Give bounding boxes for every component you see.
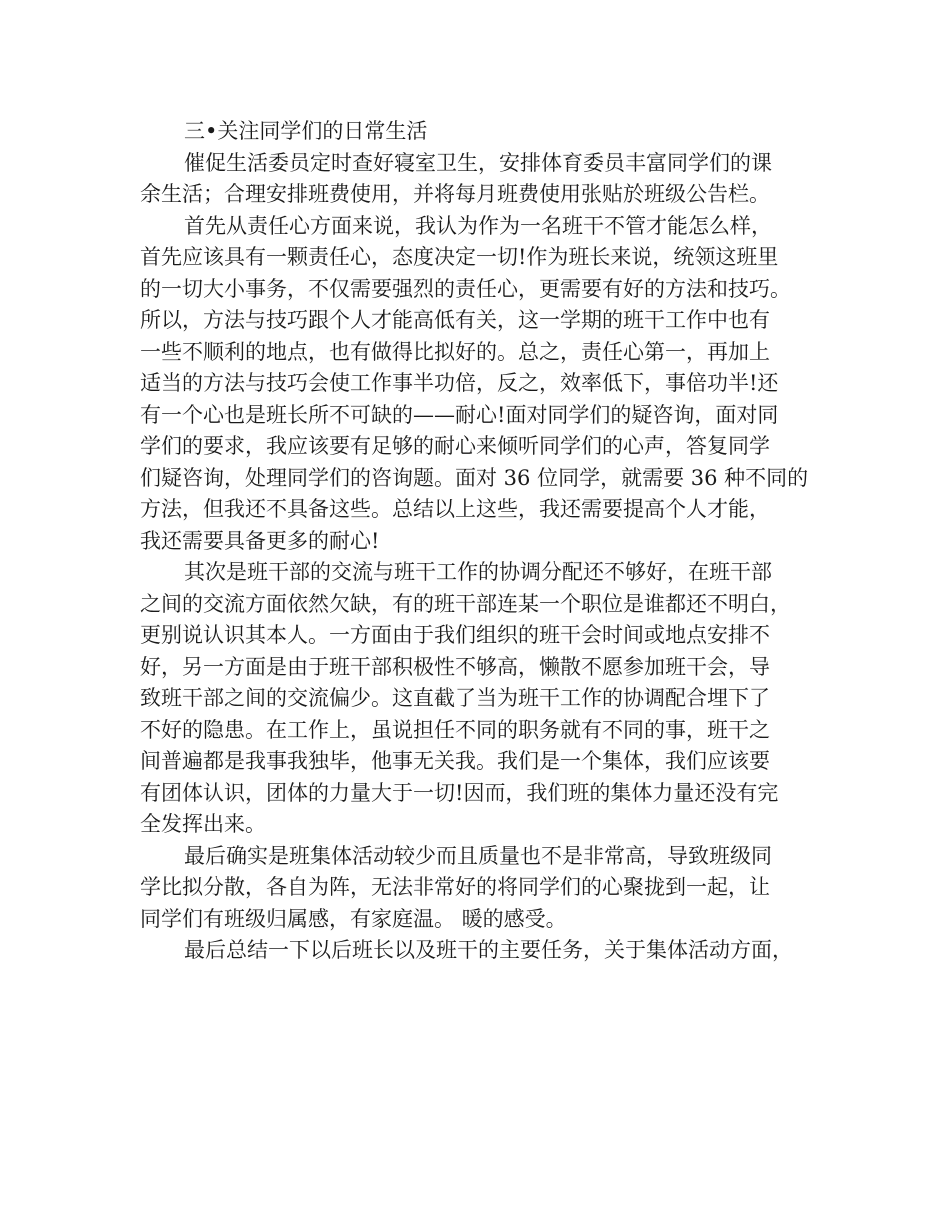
text-line: 致班干部之间的交流偏少。这直截了当为班干工作的协调配合埋下了 [140,686,770,710]
text-line: 不好的隐患。在工作上，虽说担任不同的职务就有不同的事，班干之 [140,717,770,742]
text-line: 所以，方法与技巧跟个人才能高低有关，这一学期的班干工作中也有 [140,308,770,332]
text-line: 适当的方法与技巧会使工作事半功倍，反之，效率低下，事倍功半!还 [140,371,779,395]
text-line: 有团体认识，团体的力量大于一切!因而，我们班的集体力量还没有完 [140,780,779,805]
text-line: 三•关注同学们的日常生活 [184,119,428,143]
text-line: 好，另一方面是由于班干部积极性不够高，懒散不愿参加班干会，导 [140,654,770,679]
text-line: 首先应该具有一颗责任心，态度决定一切!作为班长来说，统领这班里 [140,245,779,269]
text-line: 一些不顺利的地点，也有做得比拟好的。总之，责任心第一，再加上 [140,339,770,364]
text-line: 学们的要求，我应该要有足够的耐心来倾听同学们的心声，答复同学 [140,434,770,458]
text-line: 首先从责任心方面来说，我认为作为一名班干不管才能怎么样， [184,213,772,238]
text-line: 有一个心也是班长所不可缺的——耐心!面对同学们的疑咨询，面对同 [140,402,779,427]
text-line: 余生活；合理安排班费使用，并将每月班费使用张贴於班级公告栏。 [140,182,770,206]
text-line: 其次是班干部的交流与班干工作的协调分配还不够好，在班干部 [184,560,772,584]
text-line: 方法，但我还不具备这些。总结以上这些，我还需要提高个人才能， [140,497,770,521]
text-line: 催促生活委员定时查好寝室卫生，安排体育委员丰富同学们的课 [184,150,772,175]
text-line: 间普遍都是我事我独毕，他事无关我。我们是一个集体，我们应该要 [140,749,770,773]
text-line: 最后确实是班集体活动较少而且质量也不是非常高，导致班级同 [184,843,772,868]
text-line: 我还需要具备更多的耐心! [140,528,380,553]
text-line: 最后总结一下以后班长以及班干的主要任务，关于集体活动方面， [184,938,793,962]
text-line: 同学们有班级归属感，有家庭温。 暖的感受。 [140,906,567,931]
text-line: 们疑咨询，处理同学们的咨询题。面对 36 位同学，就需要 36 种不同的 [140,465,809,490]
text-line: 的一切大小事务，不仅需要强烈的责任心，更需要有好的方法和技巧。 [140,276,791,301]
text-line: 学比拟分散，各自为阵，无法非常好的将同学们的心聚拢到一起，让 [140,875,770,899]
document-body [140,116,820,967]
text-line: 更别说认识其本人。一方面由于我们组织的班干会时间或地点安排不 [140,623,770,647]
text-line: 全发挥出来。 [140,812,266,836]
text-line: 之间的交流方面依然欠缺，有的班干部连某一个职位是谁都还不明白， [140,591,791,616]
